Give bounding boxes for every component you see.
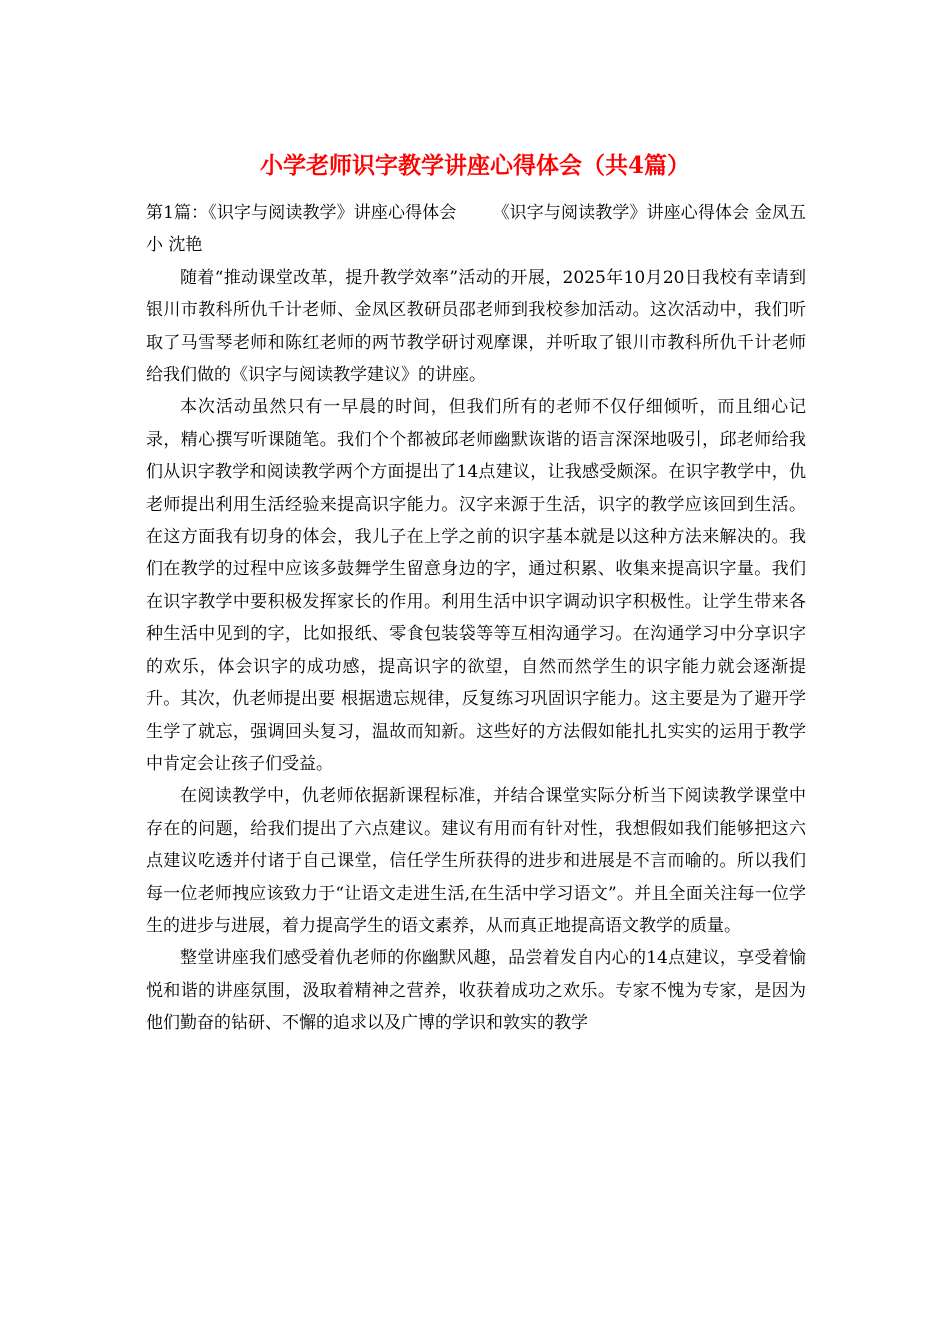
section-heading [146, 197, 806, 262]
section-heading-part2: 《识字与阅读教学》讲座心得体会 金凤五小 沈艳 [146, 203, 806, 256]
section-heading-part1: 第1篇：《识字与阅读教学》讲座心得体会 [146, 203, 457, 223]
paragraph-4: 整堂讲座我们感受着仇老师的你幽默风趣，品尝着发自内心的14点建议，享受着愉悦和谐的讲座氛围，汲取着精神之营养，收获着成功之欢乐。专家不愧为专家，是因为他们勤奋的钻研、不懈的追求以及广博的学识和敦实的教学 [146, 948, 806, 1034]
paragraph-1: 随着“推动课堂改革，提升教学效率”活动的开展，2025年10月20日我校有幸请到银川市教科所仇千计老师、金凤区教研员邵老师到我校参加活动。这次活动中，我们听取了马雪琴老师和陈红老师的两节教学研讨观摩课，并听取了银川市教科所仇千计老师给我们做的《识字与阅读教学建议》的讲座。 [146, 267, 806, 386]
paragraph-2: 本次活动虽然只有一早晨的时间，但我们所有的老师不仅仔细倾听，而且细心记录，精心撰写听课随笔。我们个个都被邱老师幽默诙谐的语言深深地吸引，邱老师给我们从识字教学和阅读教学两个方面提出了14点建议，让我感受颇深。在识字教学中，仇老师提出利用生活经验来提高识字能力。汉字来源于生活，识字的教学应该回到生活。在这方面我有切身的体会，我儿子在上学之前的识字基本就是以这种方法来解决的。我们在教学的过程中应该多鼓舞学生留意身边的字，通过积累、收集来提高识字量。我们在识字教学中要积极发挥家长的作用。利用生活中识字调动识字积极性。让学生带来各种生活中见到的字，比如报纸、零食包装袋等等互相沟通学习。在沟通学习中分享识字的欢乐，体会识字的成功感，提高识字的欲望，自然而然学生的识字能力就会逐渐提升。其次，仇老师提出要 根据遗忘规律，反复练习巩固识字能力。这主要是为了避开学生学了就忘，强调回头复习，温故而知新。这些好的方法假如能扎扎实实的运用于教学中肯定会让孩子们受益。 [146, 397, 806, 774]
paragraph-3: 在阅读教学中，仇老师依据新课程标准，并结合课堂实际分析当下阅读教学课堂中存在的问题，给我们提出了六点建议。建议有用而有针对性，我想假如我们能够把这六点建议吃透并付诸于自己课堂，信任学生所获得的进步和进展是不言而喻的。所以我们每一位老师拽应该致力于“让语文走进生活,在生活中学习语文”。并且全面关注每一位学生的进步与进展，着力提高学生的语文素养，从而真正地提高语文教学的质量。 [146, 786, 806, 936]
document-body [146, 197, 806, 1040]
document-title: 小学老师识字教学讲座心得体会（共4篇） [259, 152, 690, 179]
